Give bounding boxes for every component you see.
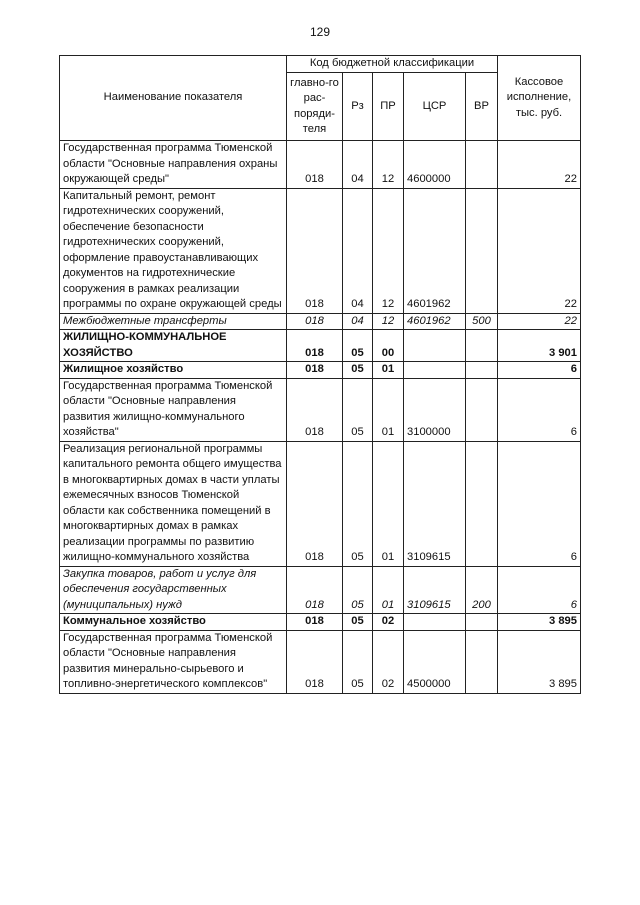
row-vr <box>466 188 498 313</box>
table-row <box>60 614 581 631</box>
row-pr: 12 <box>373 188 404 313</box>
row-glavny: 018 <box>287 566 343 614</box>
row-name: Государственная программа Тюменской области "Основные направления развития жилищно-коммунального хозяйства" <box>60 378 287 441</box>
header-glavny: главно-го рас-поряди-теля <box>287 73 343 141</box>
header-code-group: Код бюджетной классификации <box>287 56 498 73</box>
row-glavny: 018 <box>287 630 343 693</box>
table-row <box>60 441 581 566</box>
row-vr <box>466 362 498 379</box>
row-glavny: 018 <box>287 330 343 362</box>
row-pr: 02 <box>373 630 404 693</box>
header-pr: ПР <box>373 73 404 141</box>
row-name: Коммунальное хозяйство <box>60 614 287 631</box>
row-csr: 4601962 <box>404 313 466 330</box>
table-row <box>60 141 581 189</box>
table-row <box>60 188 581 313</box>
row-vr <box>466 614 498 631</box>
row-rz: 05 <box>343 441 373 566</box>
header-vr: ВР <box>466 73 498 141</box>
row-pr: 01 <box>373 441 404 566</box>
row-name: Закупка товаров, работ и услуг для обеспечения государственных (муниципальных) нужд <box>60 566 287 614</box>
row-glavny: 018 <box>287 441 343 566</box>
row-total: 6 <box>498 566 581 614</box>
row-rz: 04 <box>343 313 373 330</box>
row-csr: 4601962 <box>404 188 466 313</box>
row-total: 22 <box>498 141 581 189</box>
row-total: 6 <box>498 362 581 379</box>
row-total: 3 895 <box>498 614 581 631</box>
row-glavny: 018 <box>287 614 343 631</box>
table-row <box>60 330 581 362</box>
row-vr <box>466 330 498 362</box>
header-name: Наименование показателя <box>60 56 287 141</box>
table-row <box>60 313 581 330</box>
row-glavny: 018 <box>287 188 343 313</box>
row-rz: 05 <box>343 614 373 631</box>
row-rz: 05 <box>343 566 373 614</box>
row-total: 6 <box>498 441 581 566</box>
row-rz: 05 <box>343 378 373 441</box>
row-vr <box>466 630 498 693</box>
table-row <box>60 378 581 441</box>
row-vr: 200 <box>466 566 498 614</box>
row-rz: 05 <box>343 362 373 379</box>
header-rz: Рз <box>343 73 373 141</box>
row-total: 22 <box>498 188 581 313</box>
table-row <box>60 362 581 379</box>
row-vr <box>466 141 498 189</box>
row-name: Государственная программа Тюменской области "Основные направления охраны окружающей среды" <box>60 141 287 189</box>
row-pr: 02 <box>373 614 404 631</box>
row-name: Капитальный ремонт, ремонт гидротехнических сооружений, обеспечение безопасности гидротехнических сооружений, оформление правоустанавливающих документов на гидротехнические сооружения в рамках реализации программы по охране окружающей среды <box>60 188 287 313</box>
row-csr <box>404 362 466 379</box>
header-csr: ЦСР <box>404 73 466 141</box>
row-vr: 500 <box>466 313 498 330</box>
row-glavny: 018 <box>287 313 343 330</box>
budget-table <box>59 55 581 694</box>
row-pr: 00 <box>373 330 404 362</box>
row-pr: 01 <box>373 566 404 614</box>
row-glavny: 018 <box>287 141 343 189</box>
table-row <box>60 630 581 693</box>
row-csr: 3109615 <box>404 566 466 614</box>
row-name: Жилищное хозяйство <box>60 362 287 379</box>
row-name: Государственная программа Тюменской области "Основные направления развития минерально-сырьевого и топливно-энергетического комплексов" <box>60 630 287 693</box>
row-vr <box>466 378 498 441</box>
row-pr: 12 <box>373 141 404 189</box>
row-glavny: 018 <box>287 362 343 379</box>
row-total: 3 895 <box>498 630 581 693</box>
row-rz: 04 <box>343 141 373 189</box>
header-total: Кассовое исполнение, тыс. руб. <box>498 56 581 141</box>
row-pr: 01 <box>373 362 404 379</box>
page-number: 129 <box>309 25 331 39</box>
row-pr: 12 <box>373 313 404 330</box>
row-csr <box>404 330 466 362</box>
row-name: ЖИЛИЩНО-КОММУНАЛЬНОЕ ХОЗЯЙСТВО <box>60 330 287 362</box>
row-total: 22 <box>498 313 581 330</box>
row-csr: 4600000 <box>404 141 466 189</box>
row-glavny: 018 <box>287 378 343 441</box>
row-csr: 3100000 <box>404 378 466 441</box>
row-rz: 04 <box>343 188 373 313</box>
table-row <box>60 566 581 614</box>
row-pr: 01 <box>373 378 404 441</box>
row-rz: 05 <box>343 630 373 693</box>
row-rz: 05 <box>343 330 373 362</box>
row-total: 6 <box>498 378 581 441</box>
row-name: Реализация региональной программы капитального ремонта общего имущества в многоквартирных домах в части уплаты ежемесячных взносов Тюменской области как собственника помещений в многоквартирных домах в рамках реализации программы по развитию жилищно-коммунального хозяйства <box>60 441 287 566</box>
row-csr: 3109615 <box>404 441 466 566</box>
row-total: 3 901 <box>498 330 581 362</box>
row-csr: 4500000 <box>404 630 466 693</box>
row-vr <box>466 441 498 566</box>
row-name: Межбюджетные трансферты <box>60 313 287 330</box>
row-csr <box>404 614 466 631</box>
